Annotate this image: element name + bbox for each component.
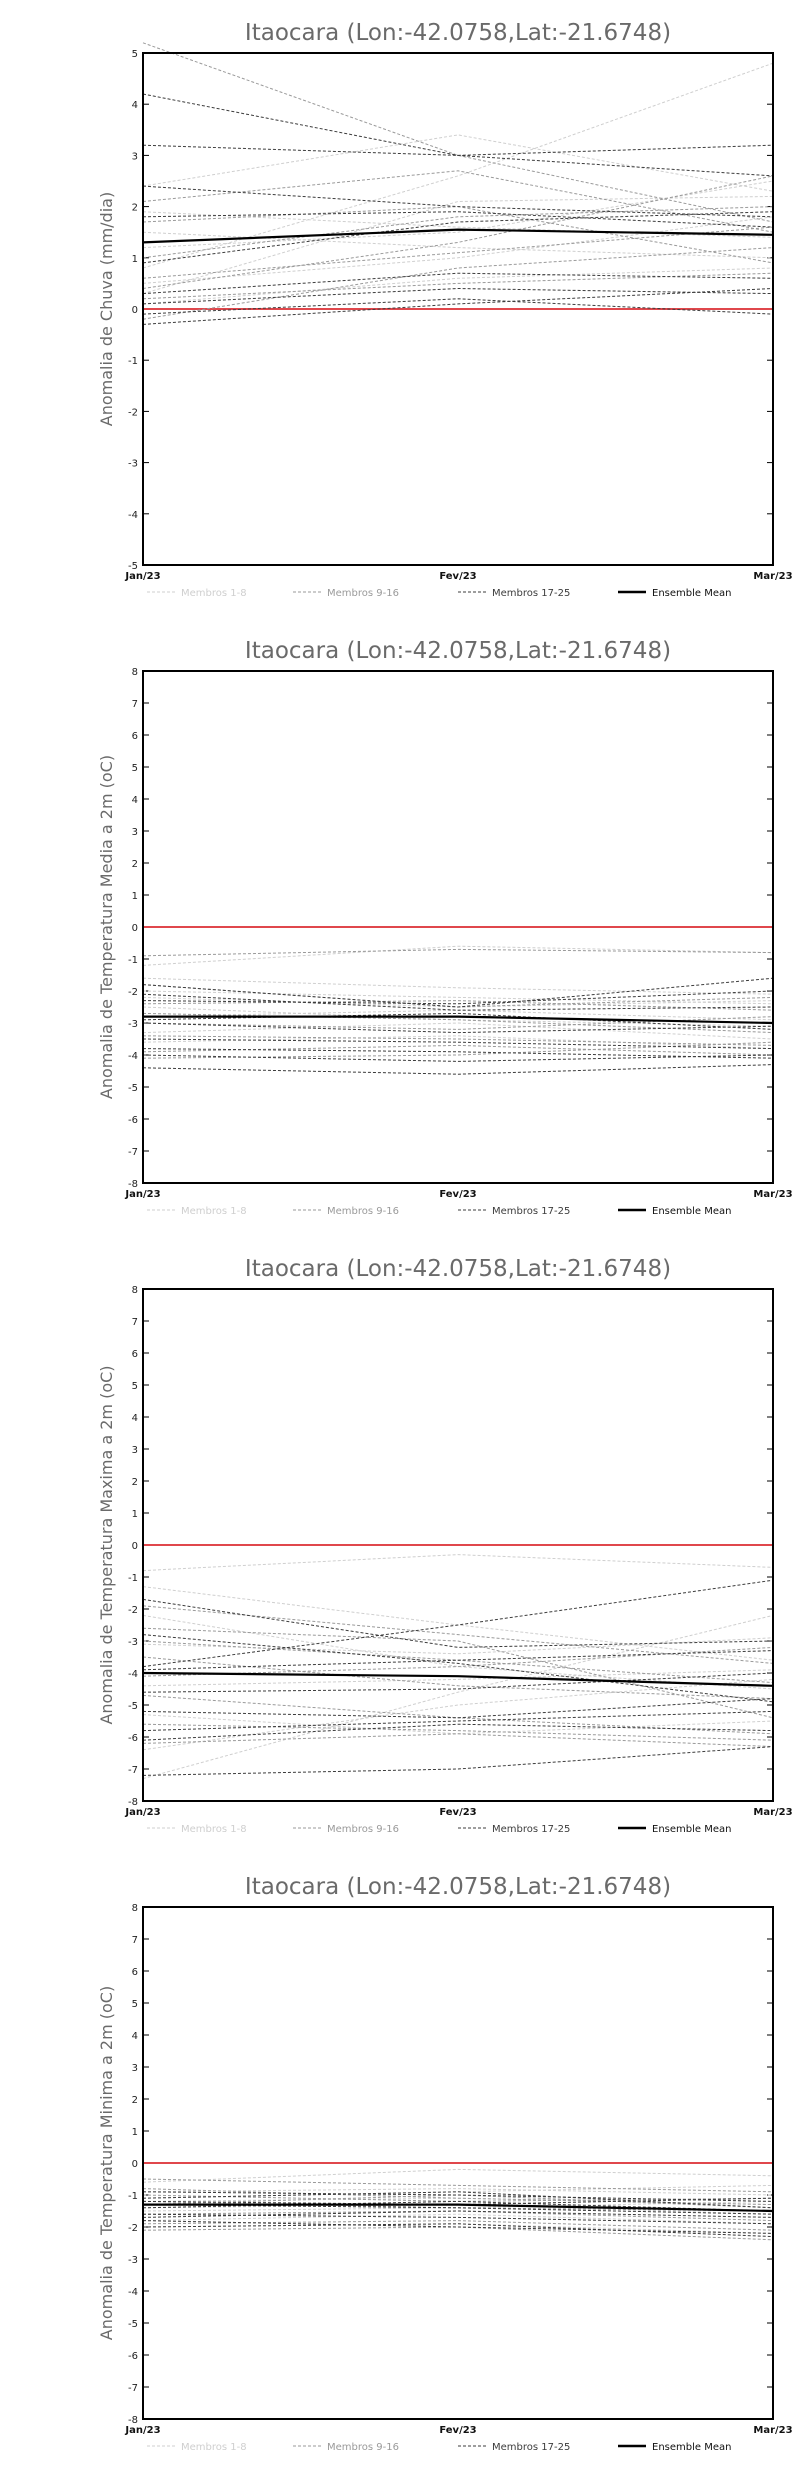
x-tick-label: Mar/23 [753, 571, 793, 582]
chart-panel-temperatura-media [0, 618, 800, 1236]
y-tick-label: 5 [131, 1381, 138, 1392]
chart-title: Itaocara (Lon:-42.0758,Lat:-21.6748) [244, 1874, 672, 1900]
member-line [143, 1638, 773, 1654]
y-tick-label: -5 [128, 1701, 138, 1712]
y-axis-label: Anomalia de Temperatura Media a 2m (oC) [97, 754, 116, 1100]
y-tick-label: -3 [128, 1637, 138, 1648]
y-tick-label: -5 [128, 2319, 138, 2330]
legend-label: Ensemble Mean [652, 588, 732, 599]
x-tick-label: Jan/23 [125, 1189, 161, 1200]
y-tick-label: -2 [128, 1605, 138, 1616]
member-line [143, 1065, 773, 1075]
y-tick-label: 7 [131, 1935, 138, 1946]
x-tick-label: Jan/23 [125, 571, 161, 582]
legend-label: Membros 9-16 [327, 1206, 399, 1217]
y-tick-label: 2 [131, 2095, 138, 2106]
y-tick-label: 2 [131, 859, 138, 870]
legend-label: Membros 1-8 [181, 2442, 247, 2453]
chart-svg-temperatura-maxima [0, 1236, 800, 1854]
chart-panel-temperatura-maxima [0, 1236, 800, 1854]
member-line [143, 135, 773, 191]
y-tick-label: -5 [128, 561, 138, 572]
y-tick-label: 8 [131, 1903, 138, 1914]
y-tick-label: -5 [128, 1083, 138, 1094]
y-tick-label: 5 [131, 49, 138, 60]
member-line [143, 2179, 773, 2192]
member-line [143, 1036, 773, 1046]
member-line [143, 1724, 773, 1740]
member-line [143, 978, 773, 994]
y-tick-label: -8 [128, 1179, 138, 1190]
y-tick-label: -3 [128, 458, 138, 470]
y-tick-label: -3 [128, 2255, 138, 2266]
chart-title: Itaocara (Lon:-42.0758,Lat:-21.6748) [244, 638, 672, 664]
y-tick-label: 2 [131, 1477, 138, 1488]
y-tick-label: -4 [128, 1669, 138, 1680]
member-line [143, 1606, 773, 1664]
y-axis-label: Anomalia de Chuva (mm/dia) [97, 191, 116, 427]
member-line [143, 43, 773, 222]
member-line [143, 289, 773, 304]
member-line [143, 289, 773, 325]
y-tick-label: -4 [128, 1051, 138, 1062]
chart-svg-temperatura-media [0, 618, 800, 1236]
y-tick-label: -2 [128, 407, 138, 419]
y-tick-label: -4 [128, 509, 138, 521]
y-tick-label: 1 [131, 253, 138, 265]
y-tick-label: -3 [128, 1019, 138, 1030]
y-tick-label: 2 [131, 202, 138, 214]
legend-label: Ensemble Mean [652, 1206, 732, 1217]
y-tick-label: 6 [131, 1967, 138, 1978]
legend-label: Membros 9-16 [327, 1824, 399, 1835]
member-line [143, 1699, 773, 1718]
y-tick-label: 4 [131, 1413, 138, 1424]
x-tick-label: Mar/23 [753, 2425, 793, 2436]
y-tick-label: 3 [131, 827, 138, 838]
legend-label: Membros 17-25 [492, 1824, 571, 1835]
y-tick-label: 6 [131, 1349, 138, 1360]
y-tick-label: 0 [131, 2159, 138, 2170]
y-tick-label: 6 [131, 731, 138, 742]
member-line [143, 991, 773, 1004]
member-line [143, 2227, 773, 2240]
x-tick-label: Mar/23 [753, 1807, 793, 1818]
y-tick-label: -2 [128, 2223, 138, 2234]
member-line [143, 63, 773, 268]
y-tick-label: 1 [131, 891, 138, 902]
y-tick-label: 5 [131, 763, 138, 774]
y-tick-label: 5 [131, 1999, 138, 2010]
member-line [143, 94, 773, 176]
y-tick-label: 1 [131, 2127, 138, 2138]
y-tick-label: -6 [128, 1733, 138, 1744]
legend-label: Membros 1-8 [181, 1206, 247, 1217]
y-tick-label: -8 [128, 2415, 138, 2426]
member-line [143, 171, 773, 232]
member-line [143, 1615, 773, 1778]
y-tick-label: 3 [131, 2063, 138, 2074]
y-tick-label: -1 [128, 955, 138, 966]
chart-svg-temperatura-minima [0, 1854, 800, 2472]
x-tick-label: Fev/23 [439, 571, 477, 582]
y-tick-label: 4 [131, 795, 138, 806]
member-line [143, 1010, 773, 1020]
y-tick-label: -7 [128, 1765, 138, 1776]
legend-label: Membros 1-8 [181, 1824, 247, 1835]
x-tick-label: Fev/23 [439, 1189, 477, 1200]
member-line [143, 2169, 773, 2182]
y-tick-label: -6 [128, 2351, 138, 2362]
x-tick-label: Fev/23 [439, 2425, 477, 2436]
x-tick-label: Mar/23 [753, 1189, 793, 1200]
legend-label: Ensemble Mean [652, 1824, 732, 1835]
y-tick-label: 0 [131, 1541, 138, 1552]
x-tick-label: Fev/23 [439, 1807, 477, 1818]
member-line [143, 299, 773, 314]
member-line [143, 145, 773, 155]
y-tick-label: -7 [128, 2383, 138, 2394]
y-tick-label: -6 [128, 1115, 138, 1126]
y-tick-label: -4 [128, 2287, 138, 2298]
member-line [143, 2189, 773, 2205]
chart-title: Itaocara (Lon:-42.0758,Lat:-21.6748) [244, 1256, 672, 1282]
y-tick-label: 4 [131, 100, 138, 112]
chart-panel-chuva [0, 0, 800, 618]
legend-label: Membros 17-25 [492, 2442, 571, 2453]
y-tick-label: 0 [131, 305, 138, 316]
y-tick-label: -1 [128, 2191, 138, 2202]
legend-label: Membros 1-8 [181, 588, 247, 599]
y-tick-label: 7 [131, 1317, 138, 1328]
chart-title: Itaocara (Lon:-42.0758,Lat:-21.6748) [244, 20, 672, 46]
legend-label: Membros 9-16 [327, 2442, 399, 2453]
member-line [143, 1023, 773, 1039]
y-tick-label: -7 [128, 1147, 138, 1158]
member-line [143, 1747, 773, 1776]
legend-label: Ensemble Mean [652, 2442, 732, 2453]
member-line [143, 1599, 773, 1647]
ensemble-mean-line [143, 230, 773, 243]
y-tick-label: 4 [131, 2031, 138, 2042]
y-tick-label: 3 [131, 151, 138, 163]
y-axis-label: Anomalia de Temperatura Minima a 2m (oC) [97, 1985, 116, 2341]
y-tick-label: 1 [131, 1509, 138, 1520]
member-line [143, 1711, 773, 1730]
chart-svg-chuva [0, 0, 800, 618]
y-tick-label: 7 [131, 699, 138, 710]
member-line [143, 1555, 773, 1571]
x-tick-label: Jan/23 [125, 1807, 161, 1818]
legend-label: Membros 17-25 [492, 1206, 571, 1217]
chart-panel-temperatura-minima [0, 1854, 800, 2472]
y-tick-label: 0 [131, 923, 138, 934]
y-tick-label: -1 [128, 1573, 138, 1584]
y-tick-label: -8 [128, 1797, 138, 1808]
y-axis-label: Anomalia de Temperatura Maxima a 2m (oC) [97, 1365, 116, 1725]
legend-label: Membros 9-16 [327, 588, 399, 599]
y-tick-label: 3 [131, 1445, 138, 1456]
member-line [143, 1587, 773, 1661]
y-tick-label: -2 [128, 987, 138, 998]
member-line [143, 1734, 773, 1747]
x-tick-label: Jan/23 [125, 2425, 161, 2436]
y-tick-label: -1 [128, 356, 138, 368]
y-tick-label: 8 [131, 1285, 138, 1296]
legend-label: Membros 17-25 [492, 588, 571, 599]
member-line [143, 1647, 773, 1676]
y-tick-label: 8 [131, 667, 138, 678]
